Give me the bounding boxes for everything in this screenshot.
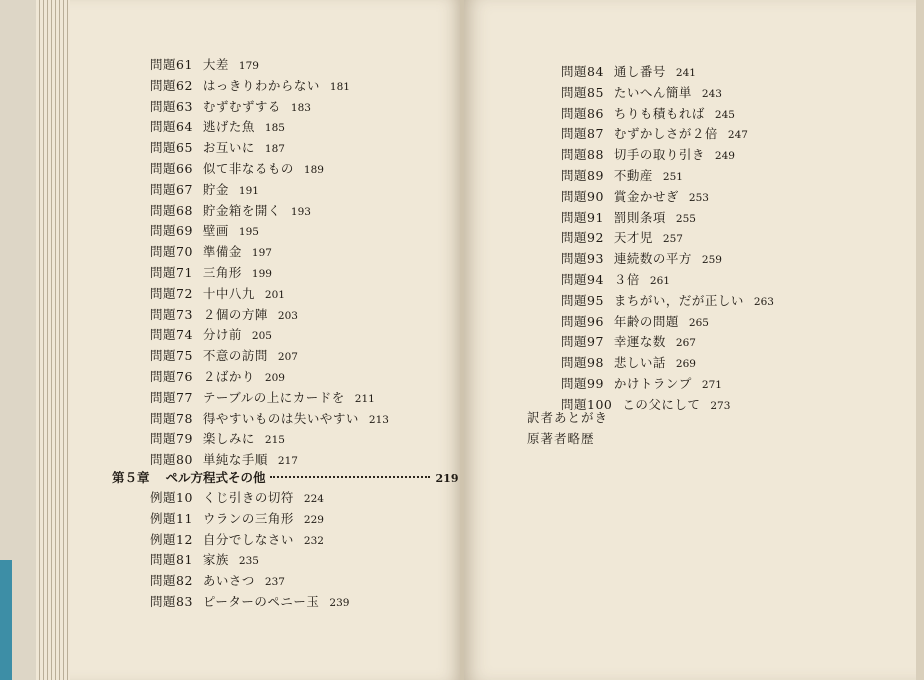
problem-number: 問題91 [561,209,604,225]
page-number: 191 [238,184,259,197]
problem-number: 例題11 [150,510,193,526]
page-number: 253 [688,191,709,204]
problem-title: かけトランプ [613,376,692,391]
problem-number: 問題84 [561,64,604,79]
problem-title: むずかしさが２倍 [613,126,718,142]
problem-title: 貯金 [202,181,229,197]
toc-entry [150,201,311,221]
page-number: 207 [277,351,298,364]
toc-entry [150,429,285,449]
problem-title: 単純な手順 [202,452,268,468]
toc-entry [150,530,324,550]
problem-title: 天才児 [613,230,653,246]
problem-number: 問題78 [150,410,193,426]
page-number: 232 [303,534,324,547]
toc-entry [150,55,259,75]
problem-title: 貯金箱を開く [202,202,281,218]
page-number: 249 [714,150,735,163]
problem-title: 不意の訪問 [202,348,268,364]
toc-entry [561,62,696,82]
problem-title: 悲しい話 [613,355,666,371]
problem-title: 切手の取り引き [613,147,705,163]
problem-number: 問題88 [561,147,604,163]
page-number: 193 [290,205,311,218]
problem-number: 問題65 [150,140,193,156]
page-number: 185 [264,122,285,135]
page-number: 245 [714,108,735,121]
problem-number: 問題69 [150,223,193,239]
page-number: 243 [701,87,722,100]
problem-number: 問題72 [150,285,193,301]
problem-number: 問題62 [150,77,193,93]
page-number: 241 [675,67,696,79]
toc-entry [150,367,285,387]
page-number: 229 [303,513,324,526]
chapter-page: 219 [435,472,459,485]
problem-number: 問題92 [561,230,604,246]
toc-entry [150,592,349,612]
problem-title: 罰則条項 [613,209,666,225]
toc-entry [561,104,735,124]
problem-number: 問題80 [150,452,193,468]
page-number: 235 [238,555,259,568]
toc-entry [150,138,285,158]
problem-title: あいさつ [202,573,255,589]
problem-title: 分け前 [202,327,242,343]
toc-entry [561,374,722,394]
toc-entry [150,346,298,366]
page-number: 265 [688,316,709,329]
problem-number: 問題99 [561,376,604,391]
toc-entry [150,325,272,345]
toc-entry [150,263,272,283]
toc-entry [561,166,683,186]
page-number: 251 [662,171,683,183]
problem-number: 問題98 [561,355,604,371]
problem-number: 問題100 [561,396,613,412]
page-number: 269 [675,358,696,371]
problem-number: 問題94 [561,272,604,287]
page-number: 197 [251,247,272,260]
problem-number: 問題68 [150,202,193,218]
page-number: 259 [701,254,722,267]
page-number: 261 [649,275,670,287]
problem-number: 問題74 [150,327,193,343]
toc-entry [150,159,324,179]
page-number: 239 [329,597,350,609]
toc-entry [150,550,259,570]
problem-number: 問題64 [150,119,193,135]
toc-entry [150,409,389,429]
problem-title: 自分でしなさい [202,531,294,547]
problem-title: 賞金かせぎ [613,188,679,204]
problem-title: この父にして [622,396,701,412]
toc-entry [561,228,683,248]
problem-number: 問題85 [561,84,604,100]
page-number: 179 [238,60,259,72]
page-number: 263 [753,295,774,308]
toc-entry [561,187,709,207]
problem-number: 例題10 [150,490,193,505]
problem-title: お互いに [202,140,255,156]
problem-title: はっきりわからない [202,77,320,93]
problem-title: 壁画 [202,223,229,239]
chapter-heading [112,468,459,488]
page-number: 247 [727,129,748,142]
problem-number: 問題66 [150,161,193,176]
background-edge [0,560,12,680]
problem-title: ちりも積もれば [613,105,705,121]
page-number: 237 [264,576,285,589]
problem-number: 問題89 [561,168,604,183]
problem-title: 十中八九 [202,285,255,301]
toc-entry [150,242,272,262]
appendix-author-bio: 原著者略歴 [527,431,595,446]
page-number: 199 [251,268,272,280]
toc-entry [561,353,696,373]
problem-title: ２個の方陣 [202,306,268,322]
problem-title: 逃げた魚 [202,119,255,135]
problem-title: 連続数の平方 [613,251,692,267]
problem-number: 問題63 [150,98,193,114]
problem-number: 問題67 [150,181,193,197]
page-number: 213 [368,413,389,426]
page-number: 267 [675,337,696,350]
problem-number: 問題75 [150,348,193,364]
problem-number: 問題81 [150,552,193,568]
problem-title: 通し番号 [613,64,666,79]
toc-entry [150,571,285,591]
page-number: 215 [264,434,285,447]
book-gutter [460,0,464,680]
problem-title: 不動産 [613,168,653,183]
problem-number: 問題83 [150,594,193,609]
toc-entry [561,83,722,103]
chapter-number: 第５章 [112,470,150,485]
problem-number: 問題61 [150,57,193,72]
problem-number: 問題95 [561,292,604,308]
chapter-title: ペル方程式その他 [165,470,266,485]
toc-entry [561,124,748,144]
page-number: 189 [303,164,324,176]
problem-number: 例題12 [150,531,193,547]
toc-entry [150,117,285,137]
toc-entry [150,509,324,529]
page-number: 201 [264,288,285,301]
page-number: 209 [264,372,285,384]
toc-entry [150,388,375,408]
problem-title: くじ引きの切符 [202,490,294,505]
page-number: 211 [354,392,375,405]
problem-title: ウランの三角形 [202,510,294,526]
page-number: 187 [264,143,285,156]
page-number: 224 [303,493,324,505]
problem-number: 問題76 [150,369,193,384]
problem-title: 年齢の問題 [613,313,679,329]
problem-number: 問題86 [561,105,604,121]
problem-number: 問題93 [561,251,604,267]
page-number: 217 [277,455,298,468]
page-number: 195 [238,226,259,239]
problem-title: 三角形 [202,265,242,280]
toc-entry [150,284,285,304]
toc-entry [561,312,709,332]
toc-entry [561,332,696,352]
toc-entry [150,305,298,325]
leader-dots [270,476,430,478]
toc-entry [150,97,311,117]
toc-entry [561,249,722,269]
problem-title: 家族 [202,552,229,568]
problem-title: 得やすいものは失いやすい [202,410,359,426]
page-number: 273 [710,399,731,412]
problem-number: 問題71 [150,265,193,280]
problem-number: 問題90 [561,188,604,204]
appendix-translator-afterword: 訳者あとがき [527,410,609,425]
page-number: 181 [329,80,350,93]
problem-title: テーブルの上にカードを [202,389,345,405]
toc-entry [150,76,350,96]
toc-entry [150,221,259,241]
page-number: 257 [662,233,683,246]
problem-title: 楽しみに [202,431,255,447]
toc-entry [561,270,670,290]
problem-number: 問題79 [150,431,193,447]
problem-title: 準備金 [202,244,242,260]
toc-entry [561,291,774,311]
page-number: 183 [290,101,311,114]
page-number: 271 [701,379,722,391]
problem-title: たいへん簡単 [613,84,692,100]
problem-number: 問題77 [150,389,193,405]
problem-title: ３倍 [613,272,640,287]
toc-entry [150,180,259,200]
problem-number: 問題87 [561,126,604,142]
problem-title: 似て非なるもの [202,161,294,176]
problem-number: 問題82 [150,573,193,589]
page-number: 205 [251,330,272,343]
toc-entry [150,488,324,508]
right-page-edge [916,0,924,680]
problem-number: 問題97 [561,334,604,350]
problem-title: 大差 [202,57,229,72]
problem-title: まちがい，だが正しい [613,292,744,308]
problem-number: 問題70 [150,244,193,260]
page-number: 255 [675,212,696,225]
toc-entry [561,208,696,228]
toc-entry [561,145,735,165]
problem-title: ピーターのペニー玉 [202,594,320,609]
problem-number: 問題73 [150,306,193,322]
problem-title: 幸運な数 [613,334,666,350]
problem-title: ２ばかり [202,369,255,384]
problem-title: むずむずする [202,98,281,114]
page-number: 203 [277,309,298,322]
problem-number: 問題96 [561,313,604,329]
